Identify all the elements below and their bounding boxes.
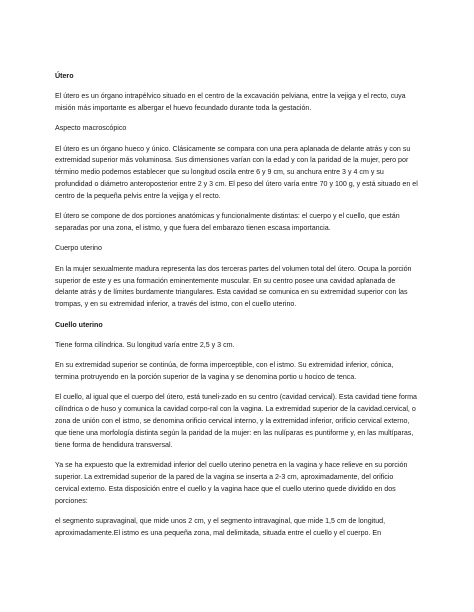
paragraph-aspecto: El útero es un órgano hueco y único. Clásicamente se compara con una pera aplanada de delante atrás y con su extremidad superior más voluminosa. Sus dimensiones varían con la edad y con la paridad de la mujer, pero por término medio podemos establecer que su longitud oscila entre 6 y 9 cm, su anchura entre 3 y 4 cm y su profundidad o diámetro anteroposterior entre 2 y 3 cm. El peso del útero varía entre 70 y 100 g, y está situado en el centro de la pequeña pelvis entre la vejiga y el recto. [55, 144, 418, 201]
paragraph-cuello-vagina: Ya se ha expuesto que la extremidad inferior del cuello uterino penetra en la vagina y hace relieve en su porción superior. La extremidad superior de la pared de la vagina se inserta a 2-3 cm, aproximadamente, del orificio cervical externo. Esta disposición entre el cuello y la vagina hace que el cuello uterino quede dividido en dos porciones: [55, 460, 408, 505]
paragraph-segmentos: el segmento supravaginal, que mide unos 2 cm, y el segmento intravaginal, que mide 1,5 cm de longitud, aproximadamente.El istmo es una pequeña zona, mal delimitada, situada entre el cuello y el cuerpo. En [55, 516, 386, 537]
document-title: Útero [55, 72, 74, 80]
section-heading-cuerpo: Cuerpo uterino [55, 244, 102, 253]
paragraph-cuello-extremidades: En su extremidad superior se continúa, de forma imperceptible, con el istmo. Su extremidad inferior, cónica, termina protruyendo en la porción superior de la vagina y se denomina portio u hocico de tenca. [55, 360, 394, 381]
paragraph-cuerpo: En la mujer sexualmente madura representa las dos terceras partes del volumen total del útero. Ocupa la porción superior de este y es una formación eminentemente muscular. En su centro posee una cavidad aplanada de delante atrás y de límites burdamente triangulares. Esta cavidad se comunica en su extremidad superior con las trompas, y en su extremidad inferior, a través del istmo, con el cuello uterino. [55, 264, 412, 309]
paragraph-cavidad-cervical: El cuello, al igual que el cuerpo del útero, está tuneli-zado en su centro (cavidad cervical). Esta cavidad tiene forma cilíndrica o de huso y comunica la cavidad corpo-ral con la vagina. La extremidad superior de la cavidad.cervical, o zona de unión con el istmo, se denomina orificio cervical interno, y la extremidad inferior, orificio cervical externo, que tiene una morfología distinta según la paridad de la mujer: en las nulíparas es puntiforme y, en las multíparas, tiene forma de hendidura transversal. [55, 393, 417, 449]
paragraph-cuello-forma: Tiene forma cilíndrica. Su longitud varía entre 2,5 y 3 cm. [55, 340, 235, 349]
paragraph-porciones: El útero se compone de dos porciones anatómicas y funcionalmente distintas: el cuerpo y el cuello, que están separadas por una zona, el istmo, y que fuera del embarazo tienen escasa importancia. [55, 212, 400, 233]
section-heading-aspecto: Aspecto macroscópico [55, 124, 127, 133]
paragraph-intro: El útero es un órgano intrapélvico situado en el centro de la excavación pelviana, entre la vejiga y el recto, cuya misión más importante es albergar el huevo fecundado durante toda la gestación. [55, 92, 406, 113]
document-body [55, 71, 418, 548]
section-heading-cuello: Cuello uterino [55, 320, 103, 329]
